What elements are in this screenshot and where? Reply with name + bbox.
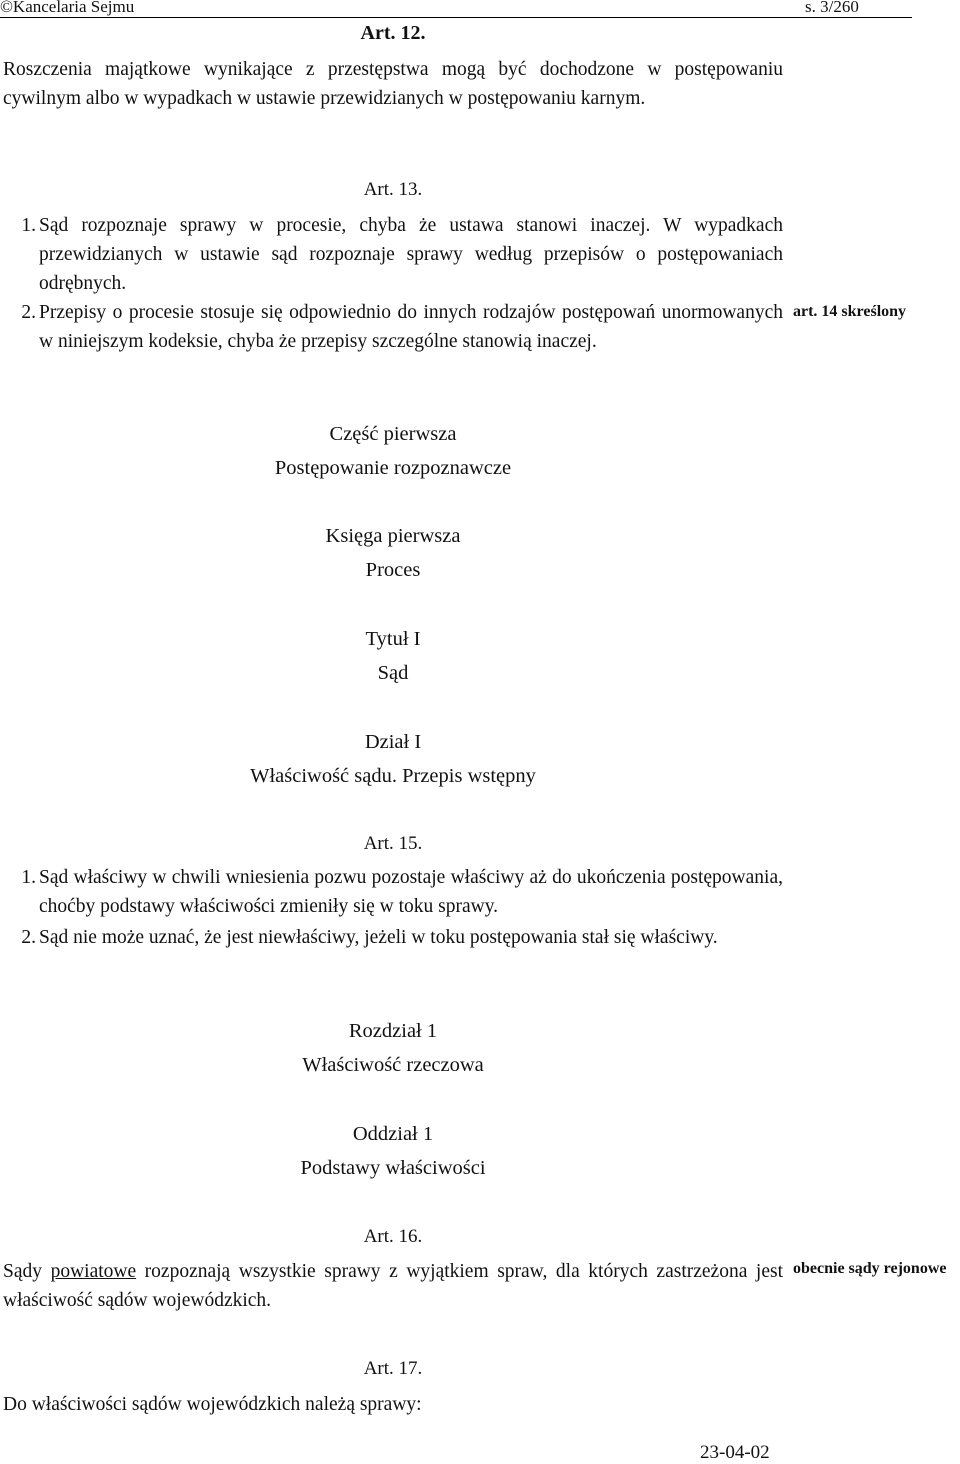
art13-par2-text: Przepisy o procesie stosuje się odpowiednio do innych rodzajów postępowań unormowanych w niniejszym kodeksie, chyba że przepisy szczególne stanowią inaczej. [39, 302, 783, 352]
oddzial-title: Podstawy właściwości [300, 1157, 486, 1179]
art13-par1 [21, 211, 783, 298]
art15-par1-number: 1. [21, 867, 36, 888]
art15-heading: Art. 15. [363, 833, 423, 854]
dzial-label: Dział I [364, 731, 422, 753]
art15-par2-number: 2. [21, 927, 36, 948]
tytul-label: Tytuł I [365, 628, 421, 650]
art15-par2-text: Sąd nie może uznać, że jest niewłaściwy, jeżeli w toku postępowania stał się właściwy. [39, 927, 718, 948]
art12-text: Roszczenia majątkowe wynikające z przestępstwa mogą być dochodzone w postępowaniu cywilnym albo w wypadkach w ustawie przewidzianych w postępowaniu karnym. [3, 59, 783, 109]
margin-note-art14: art. 14 skreślony [793, 303, 907, 320]
art16-text [3, 1257, 783, 1315]
header-publisher: ©Kancelaria Sejmu [0, 0, 135, 16]
art13-par2 [21, 298, 783, 356]
rozdzial-title: Właściwość rzeczowa [302, 1054, 484, 1076]
art13-par1-number: 1. [21, 215, 36, 236]
ksiega-title: Proces [365, 559, 421, 581]
czesc-label: Część pierwsza [329, 423, 457, 445]
art17-text: Do właściwości sądów wojewódzkich należą sprawy: [3, 1394, 422, 1415]
dzial-title: Właściwość sądu. Przepis wstępny [250, 765, 536, 787]
art13-par2-number: 2. [21, 302, 36, 323]
art16-heading: Art. 16. [363, 1226, 423, 1247]
header-rule [0, 17, 912, 18]
art15-par1-text: Sąd właściwy w chwili wniesienia pozwu pozostaje właściwy aż do ukończenia postępowania, choćby podstawy właściwości zmieniły się w toku sprawy. [39, 867, 783, 917]
tytul-title: Sąd [377, 662, 409, 684]
art12-heading: Art. 12. [360, 22, 426, 44]
rozdzial-label: Rozdział 1 [348, 1020, 438, 1042]
art15-par1 [21, 863, 783, 921]
oddzial-label: Oddział 1 [352, 1123, 434, 1145]
header-page-number: s. 3/260 [805, 0, 859, 16]
art16-text-end: rozpoznają wszystkie sprawy z wyjątkiem spraw, dla których zastrzeżona jest właściwość sądów wojewódzkich. [3, 1261, 783, 1311]
czesc-title: Postępowanie rozpoznawcze [274, 457, 512, 479]
art15-par2 [21, 923, 783, 952]
art17-heading: Art. 17. [363, 1358, 423, 1379]
art16-amended-word: powiatowe [50, 1261, 137, 1282]
art13-par1-text: Sąd rozpoznaje sprawy w procesie, chyba że ustawa stanowi inaczej. W wypadkach przewidzianych w ustawie sąd rozpoznaje sprawy według przepisów o postępowaniach odrębnych. [39, 215, 783, 294]
art13-heading: Art. 13. [363, 179, 423, 200]
footer-date: 23-04-02 [700, 1442, 770, 1463]
ksiega-label: Księga pierwsza [325, 525, 461, 547]
art16-text-start: Sądy [3, 1261, 51, 1282]
margin-note-art16: obecnie sądy rejonowe [793, 1260, 947, 1277]
